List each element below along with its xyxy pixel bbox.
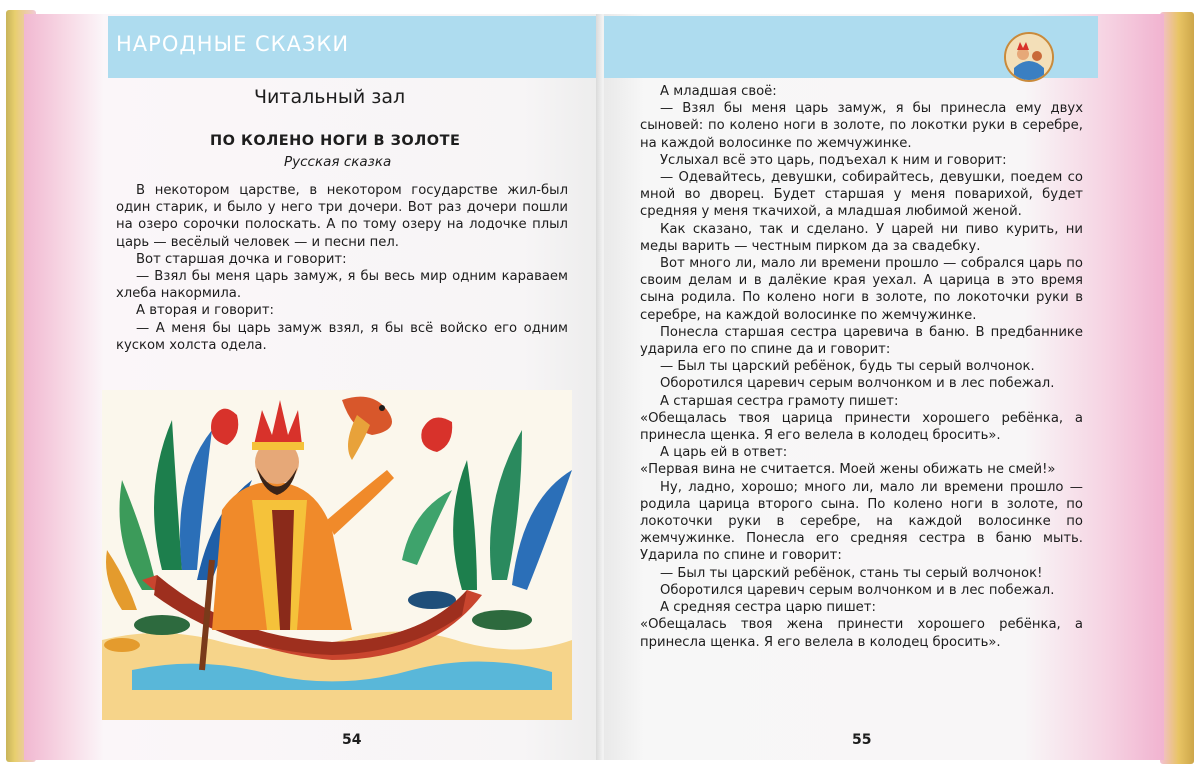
- book-cover-edge-right: [1160, 12, 1194, 764]
- page-number-right: 55: [852, 732, 872, 748]
- paragraph: — Был ты царский ребёнок, будь ты серый волчонок.: [660, 359, 1035, 375]
- paragraph: — А меня бы царь замуж взял, я бы всё войско его одним куском холста одела.: [116, 320, 568, 353]
- rubric-title: Читальный зал: [254, 86, 406, 108]
- paragraph: А вторая и говорит:: [136, 303, 274, 319]
- paragraph: «Обещалась твоя жена принести хорошего ребёнка, а принесла щенка. Я его велела в колодец бросить».: [640, 617, 1083, 650]
- paragraph: «Обещалась твоя царица принести хорошего ребёнка, а принесла щенка. Я его велела в колодец бросить».: [640, 410, 1083, 444]
- paragraph: «Первая вина не считается. Моей жены обижать не смей!»: [640, 462, 1056, 478]
- paragraph: — Был ты царский ребёнок, стань ты серый волчонок!: [660, 565, 1043, 581]
- right-text: [640, 83, 1083, 651]
- paragraph: — Взял бы меня царь замуж, я бы весь мир одним караваем хлеба накормила.: [116, 269, 568, 302]
- paragraph: Оборотился царевич серым волчонком и в лес побежал.: [660, 582, 1055, 598]
- paragraph: А средняя сестра царю пишет:: [660, 600, 876, 616]
- left-page: [24, 14, 602, 760]
- paragraph: Понесла старшая сестра царевича в баню. В предбаннике ударила его по спине да и говорит:: [640, 324, 1083, 358]
- paragraph: А младшая своё:: [660, 84, 777, 99]
- paragraph: А старшая сестра грамоту пишет:: [660, 393, 899, 409]
- paragraph: Вот много ли, мало ли времени прошло — собрался царь по своим делам и в далёкие края уехал. А царица в это время сына родила. По колено ноги в золоте, по локоточки руки в серебре, на каждой волосинке по жемчужинке.: [640, 256, 1083, 323]
- story-title: ПО КОЛЕНО НОГИ В ЗОЛОТЕ: [210, 133, 461, 149]
- paragraph: — Одевайтесь, девушки, собирайтесь, девушки, поедем со мной во дворец. Будет старшая у меня поварихой, будет средняя у меня ткачихой, а младшая любимой женой.: [640, 170, 1083, 220]
- section-title: НАРОДНЫЕ СКАЗКИ: [116, 32, 350, 56]
- paragraph: Вот старшая дочка и говорит:: [136, 251, 347, 267]
- paragraph: Оборотился царевич серым волчонком и в лес побежал.: [660, 376, 1055, 392]
- paragraph: Как сказано, так и сделано. У царей ни пиво курить, ни меды варить — честным пирком да за свадебку.: [640, 221, 1083, 254]
- paragraph: А царь ей в ответ:: [660, 445, 788, 461]
- story-subtitle: Русская сказка: [284, 154, 392, 170]
- right-page: [604, 14, 1164, 760]
- paragraph: Услыхал всё это царь, подъехал к ним и говорит:: [660, 152, 1007, 168]
- left-text: [116, 182, 568, 354]
- page-number-left: 54: [342, 732, 362, 748]
- fairy-tale-medallion-icon: [1004, 32, 1054, 82]
- paragraph: Ну, ладно, хорошо; много ли, мало ли времени прошло — родила царица второго сына. По колено ноги в золоте, по локоточки руки в серебре, на каждой волосинке по жемчужинке. Понесла его средняя сестра в баню мыть. Ударила по спине и говорит:: [640, 479, 1083, 564]
- paragraph: — Взял бы меня царь замуж, я бы принесла ему двух сыновей: по колено ноги в золоте, по локотки руки в серебре, на каждой волосинке по жемчужинке.: [640, 101, 1083, 151]
- tsar-in-boat-illustration: [102, 390, 572, 720]
- paragraph: В некотором царстве, в некотором государстве жил-был один старик, и было у него три дочери. Вот раз дочери пошли на озеро сорочки полоскать. А по тому озеру на лодочке плыл царь — весёлый человек — и песни пел.: [116, 183, 568, 250]
